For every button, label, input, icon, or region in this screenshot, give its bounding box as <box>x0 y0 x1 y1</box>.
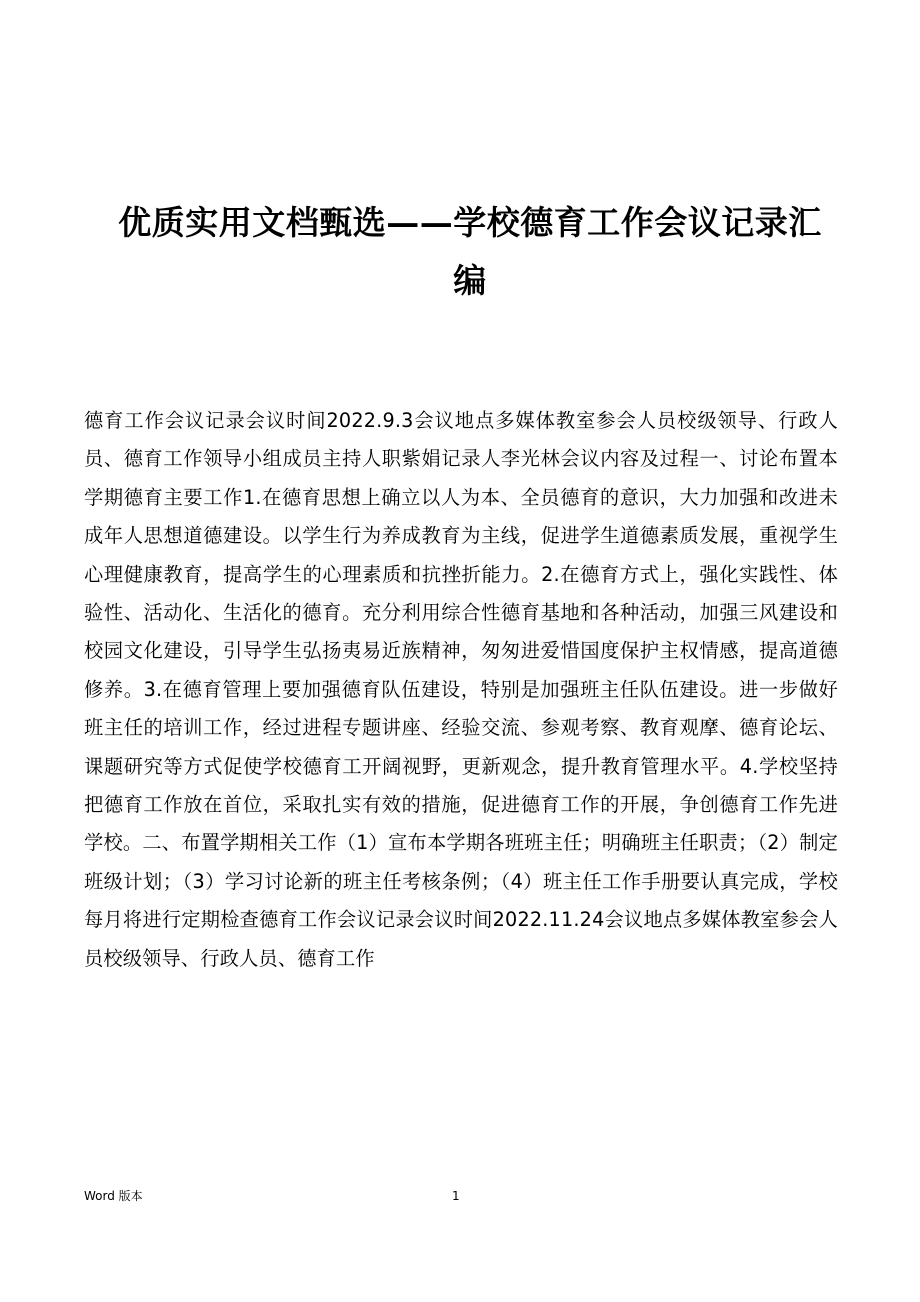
footer-page-number: 1 <box>452 1189 460 1203</box>
footer-version-label: Word 版本 <box>84 1189 143 1203</box>
document-body: 德育工作会议记录会议时间2022.9.3会议地点多媒体教室参会人员校级领导、行政人员、德育工作领导小组成员主持人职紫娟记录人李光林会议内容及过程一、讨论布置本学期德育主要工作1.在德育思想上确立以人为本、全员德育的意识，大力加强和改进未成年人思想道德建设。以学生行为养成教育为主线，促进学生道德素质发展，重视学生心理健康教育，提高学生的心理素质和抗挫折能力。2.在德育方式上，强化实践性、体验性、活动化、生活化的德育。充分利用综合性德育基地和各种活动，加强三风建设和校园文化建设，引导学生弘扬夷易近族精神，匆匆进爱惜国度保护主权情感，提高道德修养。3.在德育管理上要加强德育队伍建设，特别是加强班主任队伍建设。进一步做好班主任的培训工作，经过进程专题讲座、经验交流、参观考察、教育观摩、德育论坛、课题研究等方式促使学校德育工开阔视野，更新观念，提升教育管理水平。4.学校坚持把德育工作放在首位，采取扎实有效的措施，促进德育工作的开展，争创德育工作先进学校。二、布置学期相关工作（1）宣布本学期各班班主任；明确班主任职责；（2）制定班级计划；（3）学习讨论新的班主任考核条例；（4）班主任工作手册要认真完成，学校每月将进行定期检查德育工作会议记录会议时间2022.11.24会议地点多媒体教室参会人员校级领导、行政人员、德育工作 <box>84 409 838 970</box>
document-title: 优质实用文档甄选——学校德育工作会议记录汇编 <box>118 203 822 300</box>
